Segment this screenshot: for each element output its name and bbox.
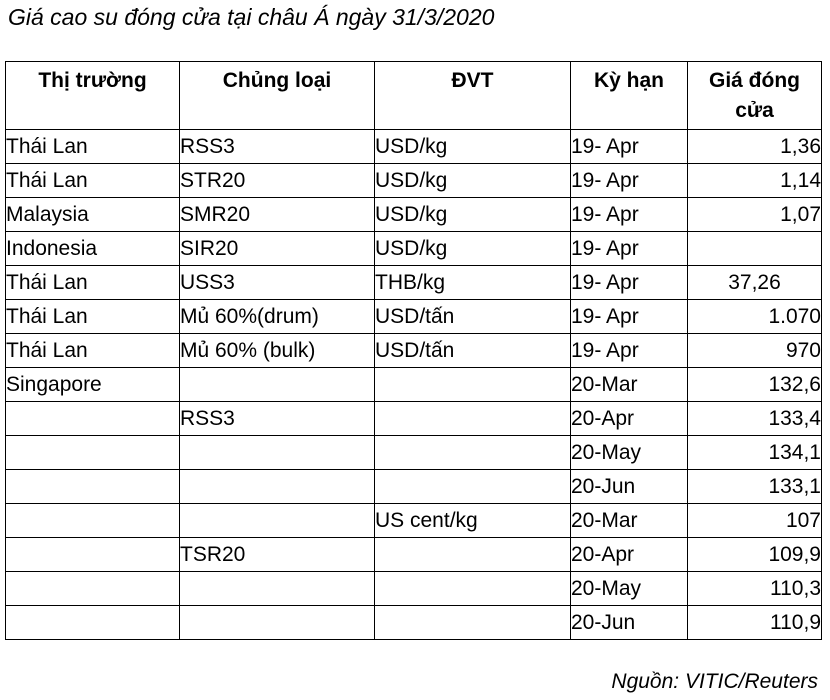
source-note: Nguồn: VITIC/Reuters [611,670,818,693]
cell-unit [375,368,571,402]
cell-price: 37,26 [688,266,822,300]
cell-term: 19- Apr [571,130,688,164]
table-row [6,436,822,470]
cell-term: 20-May [571,572,688,606]
cell-price: 133,1 [688,470,822,504]
table-row [6,164,822,198]
cell-market: Indonesia [6,232,180,266]
cell-unit [375,436,571,470]
cell-unit: USD/kg [375,198,571,232]
cell-market [6,606,180,640]
cell-market: Thái Lan [6,334,180,368]
cell-term: 20-Apr [571,538,688,572]
cell-term: 20-Apr [571,402,688,436]
cell-price: 1,07 [688,198,822,232]
table-row [6,538,822,572]
header-market: Thị trường [6,62,180,130]
table-row [6,232,822,266]
cell-unit: USD/tấn [375,300,571,334]
cell-price: 1,14 [688,164,822,198]
cell-type: STR20 [180,164,375,198]
cell-unit: US cent/kg [375,504,571,538]
cell-term: 19- Apr [571,232,688,266]
cell-type [180,368,375,402]
table-row [6,266,822,300]
cell-price: 133,4 [688,402,822,436]
cell-term: 20-Jun [571,606,688,640]
cell-type: USS3 [180,266,375,300]
cell-price: 134,1 [688,436,822,470]
cell-price: 132,6 [688,368,822,402]
cell-type [180,504,375,538]
header-price: Giá đóng cửa [688,62,822,130]
cell-price: 1.070 [688,300,822,334]
cell-unit: USD/kg [375,164,571,198]
cell-price: 970 [688,334,822,368]
cell-market [6,470,180,504]
cell-price: 1,36 [688,130,822,164]
cell-unit [375,572,571,606]
header-type: Chủng loại [180,62,375,130]
table-row [6,198,822,232]
cell-type: Mủ 60% (bulk) [180,334,375,368]
table-row [6,504,822,538]
cell-price: 110,3 [688,572,822,606]
cell-unit: THB/kg [375,266,571,300]
cell-term: 19- Apr [571,164,688,198]
cell-unit [375,538,571,572]
page-title: Giá cao su đóng cửa tại châu Á ngày 31/3/2020 [8,4,495,30]
cell-unit: USD/kg [375,232,571,266]
table-row [6,334,822,368]
cell-type: TSR20 [180,538,375,572]
table-row [6,606,822,640]
cell-price: 107 [688,504,822,538]
cell-term: 20-Mar [571,504,688,538]
cell-market: Thái Lan [6,164,180,198]
table-row [6,130,822,164]
cell-unit: USD/tấn [375,334,571,368]
cell-term: 19- Apr [571,300,688,334]
cell-type: SMR20 [180,198,375,232]
table-row [6,572,822,606]
cell-market: Thái Lan [6,300,180,334]
cell-market: Singapore [6,368,180,402]
cell-term: 19- Apr [571,334,688,368]
table-row [6,402,822,436]
table-row [6,368,822,402]
cell-type [180,606,375,640]
cell-market [6,572,180,606]
cell-type: SIR20 [180,232,375,266]
cell-term: 20-Jun [571,470,688,504]
cell-unit [375,402,571,436]
header-row [6,62,822,130]
cell-market [6,436,180,470]
cell-unit [375,470,571,504]
cell-type [180,436,375,470]
cell-price: 110,9 [688,606,822,640]
cell-market [6,504,180,538]
header-unit: ĐVT [375,62,571,130]
cell-market: Thái Lan [6,130,180,164]
table-row [6,470,822,504]
table-row [6,300,822,334]
cell-term: 19- Apr [571,198,688,232]
cell-unit [375,606,571,640]
rubber-price-table [5,61,822,640]
cell-market: Malaysia [6,198,180,232]
cell-price [688,232,822,266]
cell-market [6,538,180,572]
cell-unit: USD/kg [375,130,571,164]
cell-market [6,402,180,436]
cell-type [180,572,375,606]
cell-market: Thái Lan [6,266,180,300]
cell-price: 109,9 [688,538,822,572]
cell-type: RSS3 [180,130,375,164]
cell-type: Mủ 60%(drum) [180,300,375,334]
cell-type: RSS3 [180,402,375,436]
cell-term: 19- Apr [571,266,688,300]
header-term: Kỳ hạn [571,62,688,130]
cell-type [180,470,375,504]
cell-term: 20-May [571,436,688,470]
cell-term: 20-Mar [571,368,688,402]
